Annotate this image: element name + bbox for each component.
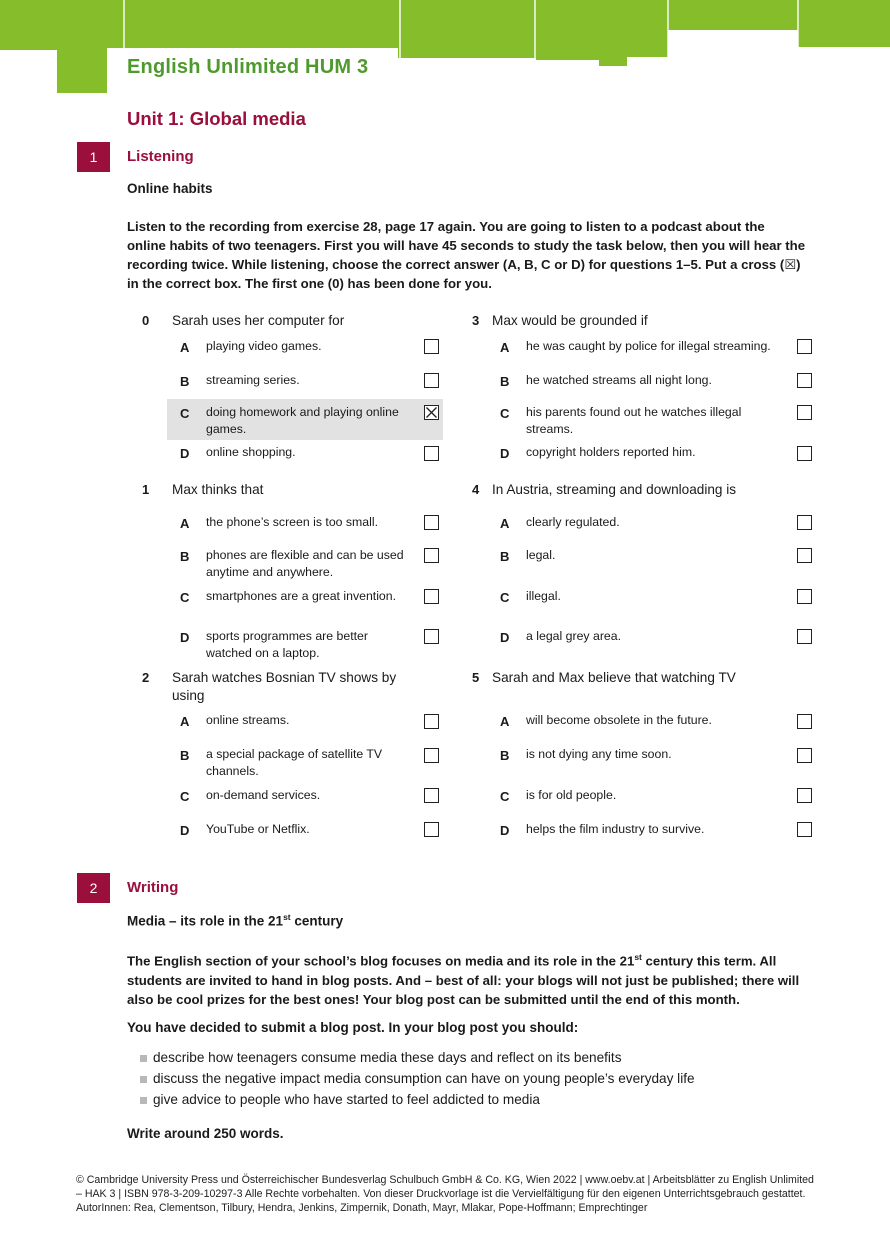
q3-option-b-letter: B [500, 374, 510, 389]
section-2-subtitle [127, 912, 343, 929]
q2-option-b-text: a special package of satellite TV channels. [206, 747, 383, 778]
q5-option-b-text: is not dying any time soon. [526, 747, 672, 761]
q5-option-a-checkbox[interactable] [797, 714, 812, 729]
section-1-instructions: Listen to the recording from exercise 28, page 17 again. You are going to listen to a podcast about the online habits of two teenagers. First you will have 45 seconds to study the task below, then you will hear the recording twice. While listening, choose the correct answer (A, B, C or D) for questions 1–5. Put a cross (☒) in the correct box. The first one (0) has been done for you. [127, 219, 806, 291]
q0-option-b-checkbox[interactable] [424, 373, 439, 388]
q1-option-b-checkbox[interactable] [424, 548, 439, 563]
q4-option-b-text: legal. [526, 548, 556, 562]
q1-option-b-letter: B [180, 549, 190, 564]
q2-option-d-checkbox[interactable] [424, 822, 439, 837]
intro-sup: st [634, 952, 642, 962]
question-4-text: In Austria, streaming and downloading is [492, 482, 737, 497]
q4-option-d-letter: D [500, 630, 510, 645]
question-5-text: Sarah and Max believe that watching TV [492, 670, 736, 685]
q1-option-d-checkbox[interactable] [424, 629, 439, 644]
question-2-number: 2 [142, 670, 150, 685]
question-2-text: Sarah watches Bosnian TV shows by using [172, 670, 397, 703]
q4-option-a-text: clearly regulated. [526, 515, 620, 529]
q4-option-a-checkbox[interactable] [797, 515, 812, 530]
q2-option-c-letter: C [180, 789, 190, 804]
q2-option-b-checkbox[interactable] [424, 748, 439, 763]
q5-option-d-checkbox[interactable] [797, 822, 812, 837]
section-1-subtitle: Online habits [127, 181, 213, 196]
q4-option-b-letter: B [500, 549, 510, 564]
section-2-number: 2 [77, 873, 110, 903]
q1-option-c-letter: C [180, 590, 190, 605]
q0-option-b-text: streaming series. [206, 373, 300, 387]
section-2-task-intro: You have decided to submit a blog post. In your blog post you should: [127, 1020, 579, 1035]
q4-option-c-letter: C [500, 590, 510, 605]
question-3-number: 3 [472, 313, 480, 328]
task-bullet-1-text: describe how teenagers consume media these days and reflect on its benefits [153, 1050, 622, 1065]
footer [76, 1173, 816, 1216]
banner-shape [0, 0, 890, 93]
q3-option-a-letter: A [500, 340, 510, 355]
q5-option-c-checkbox[interactable] [797, 788, 812, 803]
question-1-text: Max thinks that [172, 482, 264, 497]
intro-pre: The English section of your school’s blog focuses on media and its role in the 21 [127, 953, 635, 969]
q3-option-a-text: he was caught by police for illegal streaming. [526, 339, 771, 353]
q0-option-c-checkbox-checked[interactable] [424, 405, 439, 420]
brand-title: English Unlimited HUM 3 [127, 56, 369, 78]
q2-option-a-text: online streams. [206, 713, 290, 727]
intro-post: century this term. All students are invited to hand in blog posts. And – best of all: your blogs will not just be published; there will also be cool prizes for the best ones! Your blog post can be submitted until the end of this month. [127, 953, 800, 1008]
q5-option-c-text: is for old people. [526, 788, 617, 802]
q1-option-c-checkbox[interactable] [424, 589, 439, 604]
q1-option-a-checkbox[interactable] [424, 515, 439, 530]
q0-option-a-text: playing video games. [206, 339, 322, 353]
q4-option-a-letter: A [500, 516, 510, 531]
q4-option-c-text: illegal. [526, 589, 561, 603]
q5-option-a-text: will become obsolete in the future. [526, 713, 712, 727]
q4-option-c-checkbox[interactable] [797, 589, 812, 604]
q2-option-d-letter: D [180, 823, 190, 838]
q0-option-a-letter: A [180, 340, 190, 355]
section-2-intro [127, 948, 807, 1010]
unit-title: Unit 1: Global media [127, 108, 306, 129]
section-2-title: Writing [127, 879, 179, 896]
q5-option-d-text: helps the film industry to survive. [526, 822, 705, 836]
q3-option-c-letter: C [500, 406, 510, 421]
subtitle-sup: st [283, 912, 291, 922]
question-1-number: 1 [142, 482, 150, 497]
header-banner [0, 0, 890, 95]
task-bullet-3-text: give advice to people who have started to feel addicted to media [153, 1092, 540, 1107]
task-bullet-2-text: discuss the negative impact media consumption can have on young people’s everyday life [153, 1071, 695, 1086]
question-0-text: Sarah uses her computer for [172, 313, 345, 328]
q2-option-d-text: YouTube or Netflix. [206, 822, 310, 836]
word-count-instruction: Write around 250 words. [127, 1126, 284, 1141]
q5-option-d-letter: D [500, 823, 510, 838]
q1-option-c-text: smartphones are a great invention. [206, 589, 397, 603]
q5-option-c-letter: C [500, 789, 510, 804]
q1-option-b-text: phones are flexible and can be used anytime and anywhere. [206, 548, 404, 579]
q1-option-a-text: the phone’s screen is too small. [206, 515, 379, 529]
q3-option-c-checkbox[interactable] [797, 405, 812, 420]
cross-mark-icon [425, 406, 438, 419]
q4-option-b-checkbox[interactable] [797, 548, 812, 563]
question-0-number: 0 [142, 313, 150, 328]
question-3-text: Max would be grounded if [492, 313, 648, 328]
q2-option-b-letter: B [180, 748, 190, 763]
q2-option-c-text: on-demand services. [206, 788, 321, 802]
q3-option-d-checkbox[interactable] [797, 446, 812, 461]
q3-option-b-text: he watched streams all night long. [526, 373, 712, 387]
q5-option-b-letter: B [500, 748, 510, 763]
q2-option-c-checkbox[interactable] [424, 788, 439, 803]
q3-option-d-text: copyright holders reported him. [526, 445, 696, 459]
subtitle-pre: Media – its role in the 21 [127, 913, 284, 929]
q1-option-a-letter: A [180, 516, 190, 531]
question-5-number: 5 [472, 670, 480, 685]
bullet-square-icon [140, 1076, 147, 1083]
q5-option-b-checkbox[interactable] [797, 748, 812, 763]
section-1-number: 1 [77, 142, 110, 172]
q1-option-d-text: sports programmes are better watched on a laptop. [206, 629, 368, 660]
q0-option-c-letter: C [180, 406, 190, 421]
q0-option-c-text: doing homework and playing online games. [206, 405, 399, 436]
subtitle-post: century [290, 913, 344, 929]
bullet-square-icon [140, 1055, 147, 1062]
q0-option-a-checkbox[interactable] [424, 339, 439, 354]
bullet-square-icon [140, 1097, 147, 1104]
q4-option-d-checkbox[interactable] [797, 629, 812, 644]
q2-option-a-checkbox[interactable] [424, 714, 439, 729]
footer-copyright: © Cambridge University Press und Österreichischer Bundesverlag Schulbuch GmbH & Co. KG, Wien 2022 | www.oebv.at | Arbeitsblätter zu English Unlimited – HAK 3 | ISBN 978-3-209-10297-3 Alle Rechte vorbehalten. Von dieser Druckvorlage ist die Vervielfältigung für den eigenen Unterrichtsgebrauch gestattet. [76, 1174, 814, 1201]
q5-option-a-letter: A [500, 714, 510, 729]
q0-option-b-letter: B [180, 374, 190, 389]
q0-option-d-checkbox[interactable] [424, 446, 439, 461]
question-4-number: 4 [472, 482, 480, 497]
q0-option-d-text: online shopping. [206, 445, 296, 459]
q3-option-d-letter: D [500, 446, 510, 461]
q3-option-a-checkbox[interactable] [797, 339, 812, 354]
footer-authors: AutorInnen: Rea, Clementson, Tilbury, Hendra, Jenkins, Zimpernik, Donath, Mayr, Mlakar, Pope-Hoffmann; Emprechtinger [76, 1202, 648, 1215]
section-1-title: Listening [127, 148, 194, 165]
q4-option-d-text: a legal grey area. [526, 629, 622, 643]
q1-option-d-letter: D [180, 630, 190, 645]
q3-option-c-text: his parents found out he watches illegal streams. [526, 405, 742, 436]
q2-option-a-letter: A [180, 714, 190, 729]
q0-option-d-letter: D [180, 446, 190, 461]
q3-option-b-checkbox[interactable] [797, 373, 812, 388]
